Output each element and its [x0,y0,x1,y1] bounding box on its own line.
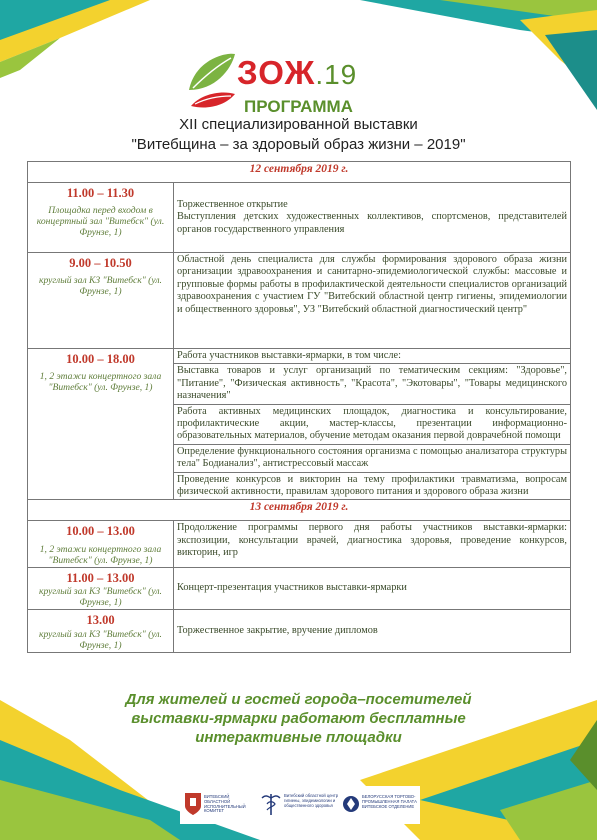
event-time: 9.00 – 10.50 [69,256,132,270]
day-1-label: 12 сентября 2019 г. [28,162,571,183]
event-place: Площадка перед входом в концертный зал "Витебск" (ул. Фрунзе, 1) [36,205,165,239]
exhibition-name: "Витебщина – за здоровый образ жизни – 2019" [131,136,466,153]
event-description: Концерт-презентация участников выставки-ярмарки [174,567,571,609]
event-time: 13.00 [86,613,115,628]
partner-name-2: Витебский областной центр гигиены, эпидемиологии и общественного здоровья [284,793,339,808]
chamber-logo-icon [342,793,360,815]
time-place-cell [28,567,174,609]
logo-year: .19 [315,59,358,90]
event-place: круглый зал КЗ "Витебск" (ул. Фрунзе, 1) [39,628,162,651]
event-time: 11.00 – 13.00 [66,570,135,585]
table-row [28,521,571,567]
table-row [28,610,571,652]
footer-line: интерактивные площадки [195,729,402,746]
description-line: Областной день специалиста для службы формирования здорового образа жизни организации здравоохранения и санитарно-эпидемиологической службы: массовые и групповые формы работы в профилактической деятельности специалистов организаций здравоохранения с участием ГУ "Витебский областной центр гигиены, эпидемиологии и общественного здоровья", УЗ "Витебский областной диагностический центр" [177,254,567,315]
time-place-cell [28,349,174,500]
event-description: Торжественное закрытие, вручение дипломов [174,610,571,652]
event-place: круглый зал КЗ "Витебск" (ул. Фрунзе, 1) [39,275,162,298]
exhibition-subtitle: XII специализированной выставки [179,116,418,133]
footer-note [0,690,597,747]
description-line: Выступления детских художественных коллективов, спортсменов, представителей органов государственного управления [177,211,567,235]
event-description: Работа участников выставки-ярмарки, в том числе: [174,349,571,364]
day-2-label: 13 сентября 2019 г. [28,500,571,521]
event-description: Продолжение программы первого дня работы участников выставки-ярмарки: экспозиции, консультации врачей, диагностика здоровья, проведение конкурсов, викторин, игр [174,521,571,567]
coat-of-arms-icon [184,792,202,816]
time-place-cell [28,253,174,349]
footer-line: Для жителей и гостей города–посетителей [125,691,472,708]
program-heading: ПРОГРАММА [244,97,353,116]
table-row [28,183,571,253]
day-header-row [28,500,571,521]
caduceus-icon [260,792,282,816]
event-description: Проведение конкурсов и викторин на тему профилактики травматизма, вопросам физической активности, правилам здорового питания и здорового образа жизни [174,472,571,500]
event-description: Определение функционального состояния организма с помощью анализатора структуры тела" Бодианализ", антистрессовый массаж [174,444,571,472]
table-row [28,253,571,349]
time-place-cell [28,183,174,253]
day-header-row [28,162,571,183]
schedule-table [27,161,571,653]
logo-wordmark [237,54,357,92]
event-description: Работа активных медицинских площадок, диагностика и консультирование, профилактические акции, мастер-классы, презентации информационно-образовательных материалов, обучение методам оказания первой доврачебной помощи [174,404,571,444]
footer-line: выставки-ярмарки работают бесплатные [131,710,466,727]
description-line: Торжественное открытие [177,198,288,210]
table-row [28,349,571,364]
event-time: 10.00 – 18.00 [66,352,135,366]
logo-name: ЗОЖ [237,54,316,91]
partner-logos [180,786,420,824]
partner-name-3: БЕЛОРУССКАЯ ТОРГОВО-ПРОМЫШЛЕННАЯ ПАЛАТА ВИТЕБСКОЕ ОТДЕЛЕНИЕ [362,794,417,809]
event-place: 1, 2 этажи концертного зала "Витебск" (ул. Фрунзе, 1) [39,371,162,394]
event-description [174,183,571,253]
time-place-cell [28,610,174,652]
event-time: 11.00 – 11.30 [66,186,135,200]
event-description [174,253,571,349]
event-description: Выставка товаров и услуг организаций по тематическим секциям: "Здоровье", "Питание", "Физическая активность", "Красота", "Экотовары", "Товары медицинского назначения" [174,364,571,404]
event-time: 10.00 – 13.00 [66,524,135,539]
table-row [28,567,571,609]
time-place-cell [28,521,174,567]
event-place: 1, 2 этажи концертного зала "Витебск" (ул. Фрунзе, 1) [39,543,162,566]
partner-name-1: ВИТЕБСКИЙ ОБЛАСТНОЙ ИСПОЛНИТЕЛЬНЫЙ КОМИТЕТ [204,794,246,814]
event-place: круглый зал КЗ "Витебск" (ул. Фрунзе, 1) [39,586,162,609]
